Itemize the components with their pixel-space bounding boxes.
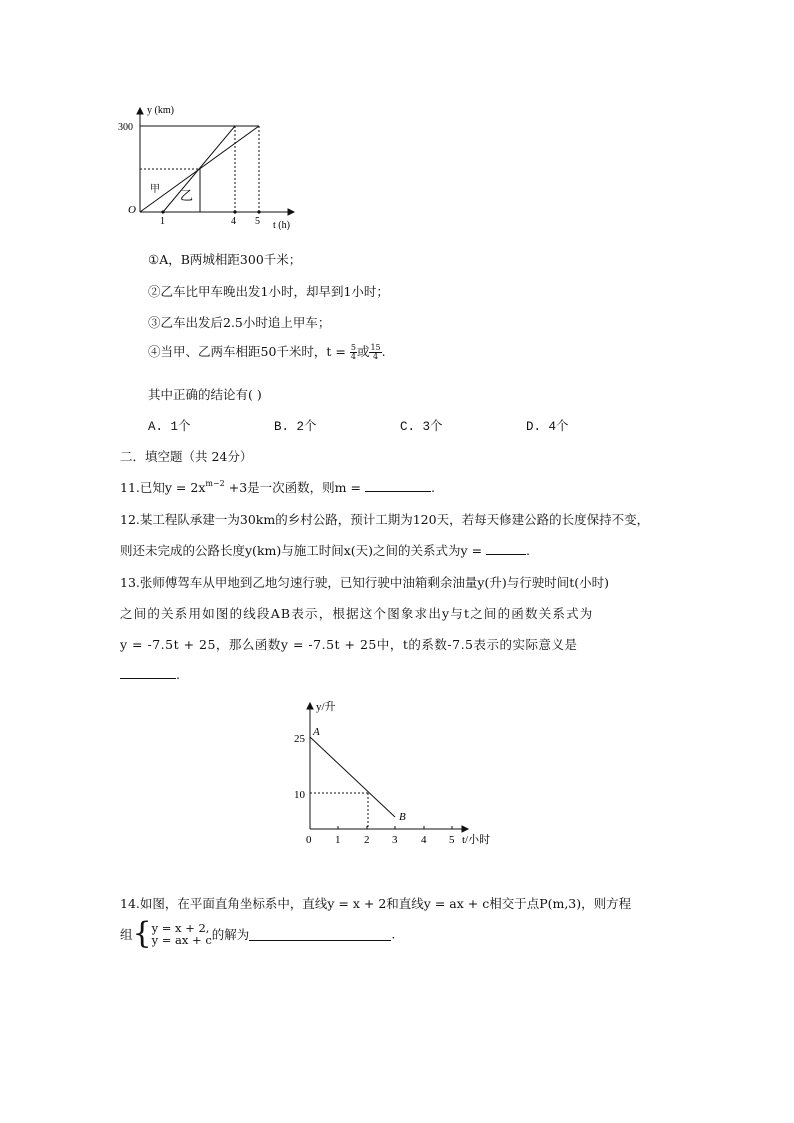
y-axis-label: y (km) bbox=[147, 105, 174, 116]
answer-blank-12[interactable] bbox=[486, 542, 526, 555]
x-tick-4: 4 bbox=[421, 834, 427, 846]
question-13-line-1: 13.张师傅驾车从甲地到乙地匀速行驶，已知行驶中油箱剩余油量y(升)与行驶时间t(小时) bbox=[120, 575, 609, 590]
option-c: C. 3个 bbox=[400, 420, 443, 434]
y-axis-arrow bbox=[307, 703, 313, 709]
section-title: 二．填空题（共 24分） bbox=[120, 449, 253, 464]
option-a: A. 1个 bbox=[148, 420, 191, 434]
point-b-label: B bbox=[399, 811, 406, 823]
answer-blank-13[interactable] bbox=[120, 666, 176, 679]
label-yi: 乙 bbox=[180, 188, 194, 203]
statement-4-text: ④当甲、乙两车相距50千米时，t = bbox=[148, 344, 350, 359]
x-tick-5: 5 bbox=[255, 216, 260, 227]
question-11: 11.已知$y = 2x^{m-2} +3$是一次函数，则m = . bbox=[120, 479, 435, 495]
answer-blank-11[interactable] bbox=[365, 479, 431, 492]
point-a-label: A bbox=[313, 726, 320, 738]
question-14-line-1: 14.如图，在平面直角坐标系中，直线y = x + 2和直线y = ax + c相交于点P(m,3)，则方程 bbox=[120, 896, 632, 911]
question-13-line-2: 之间的关系用如图的线段AB表示，根据这个图象求出y与t之间的函数关系式为 bbox=[120, 606, 594, 621]
x-tick-1: 1 bbox=[160, 216, 165, 227]
fraction-15-4: $\frac{15}{4}$ bbox=[370, 343, 381, 361]
x-tick-3: 3 bbox=[392, 834, 398, 846]
or-text: 或 bbox=[356, 344, 370, 359]
question-prompt: 其中正确的结论有( ) bbox=[148, 387, 262, 402]
left-brace: { bbox=[132, 916, 152, 951]
dot-4 bbox=[233, 210, 236, 213]
dot-5 bbox=[257, 210, 260, 213]
question-12-line-1: 12.某工程队承建一为30km的乡村公路，预计工期为120天，若每天修建公路的长度保持不变， bbox=[120, 512, 650, 527]
statement-1: ①A，B两城相距300千米； bbox=[148, 252, 302, 267]
label-jia: 甲 bbox=[150, 184, 160, 195]
origin-label: O bbox=[128, 204, 136, 216]
option-b: B. 2个 bbox=[274, 420, 317, 434]
x-tick-0: 0 bbox=[306, 834, 312, 846]
x-axis-label: t (h) bbox=[273, 220, 290, 230]
equation-system bbox=[152, 922, 212, 946]
x-tick-1: 1 bbox=[335, 834, 341, 846]
statement-3: ③乙车出发后2.5小时追上甲车； bbox=[148, 315, 331, 330]
equation-1: y = x + 2, bbox=[151, 921, 210, 935]
equation-2: y = ax + c bbox=[151, 933, 212, 947]
statement-2: ②乙车比甲车晚出发1小时，却早到1小时； bbox=[148, 284, 389, 299]
fuel-time-graph bbox=[290, 695, 510, 855]
exponent: m−2 bbox=[205, 479, 225, 488]
x-tick-2: 2 bbox=[364, 834, 370, 846]
y-tick-10: 10 bbox=[294, 789, 305, 801]
x-tick-4: 4 bbox=[231, 216, 236, 227]
question-13-line-3: y = -7.5t + 25，那么函数y = -7.5t + 25中，t的系数-7.5表示的实际意义是 bbox=[120, 637, 578, 652]
option-d: D. 4个 bbox=[526, 420, 569, 434]
question-14-line-2: 组{ y = x + 2, y = ax + c 的解为 . bbox=[120, 916, 396, 951]
y-tick-25: 25 bbox=[294, 733, 305, 745]
distance-time-graph bbox=[110, 100, 300, 230]
statement-4: ④当甲、乙两车相距50千米时，t = $\frac{5}{4}$ 或 $\frac{15}{4}$ . bbox=[148, 343, 386, 361]
y-axis-arrow bbox=[137, 108, 143, 114]
segment-ab bbox=[310, 737, 395, 817]
answer-blank-14[interactable] bbox=[249, 928, 391, 941]
x-axis-arrow bbox=[288, 209, 294, 215]
y-axis-label: y/升 bbox=[316, 701, 336, 713]
x-axis-label: t/小时 bbox=[462, 834, 491, 846]
question-12-line-2: 则还未完成的公路长度y(km)与施工时间x(天)之间的关系式为y = . bbox=[120, 543, 531, 558]
dot-1 bbox=[161, 210, 164, 213]
fraction-5-4: $\frac{5}{4}$ bbox=[350, 343, 356, 361]
question-13-line-4: . bbox=[120, 666, 180, 682]
y-tick-300: 300 bbox=[118, 122, 133, 133]
x-axis-arrow bbox=[462, 826, 468, 832]
x-tick-5: 5 bbox=[449, 834, 455, 846]
